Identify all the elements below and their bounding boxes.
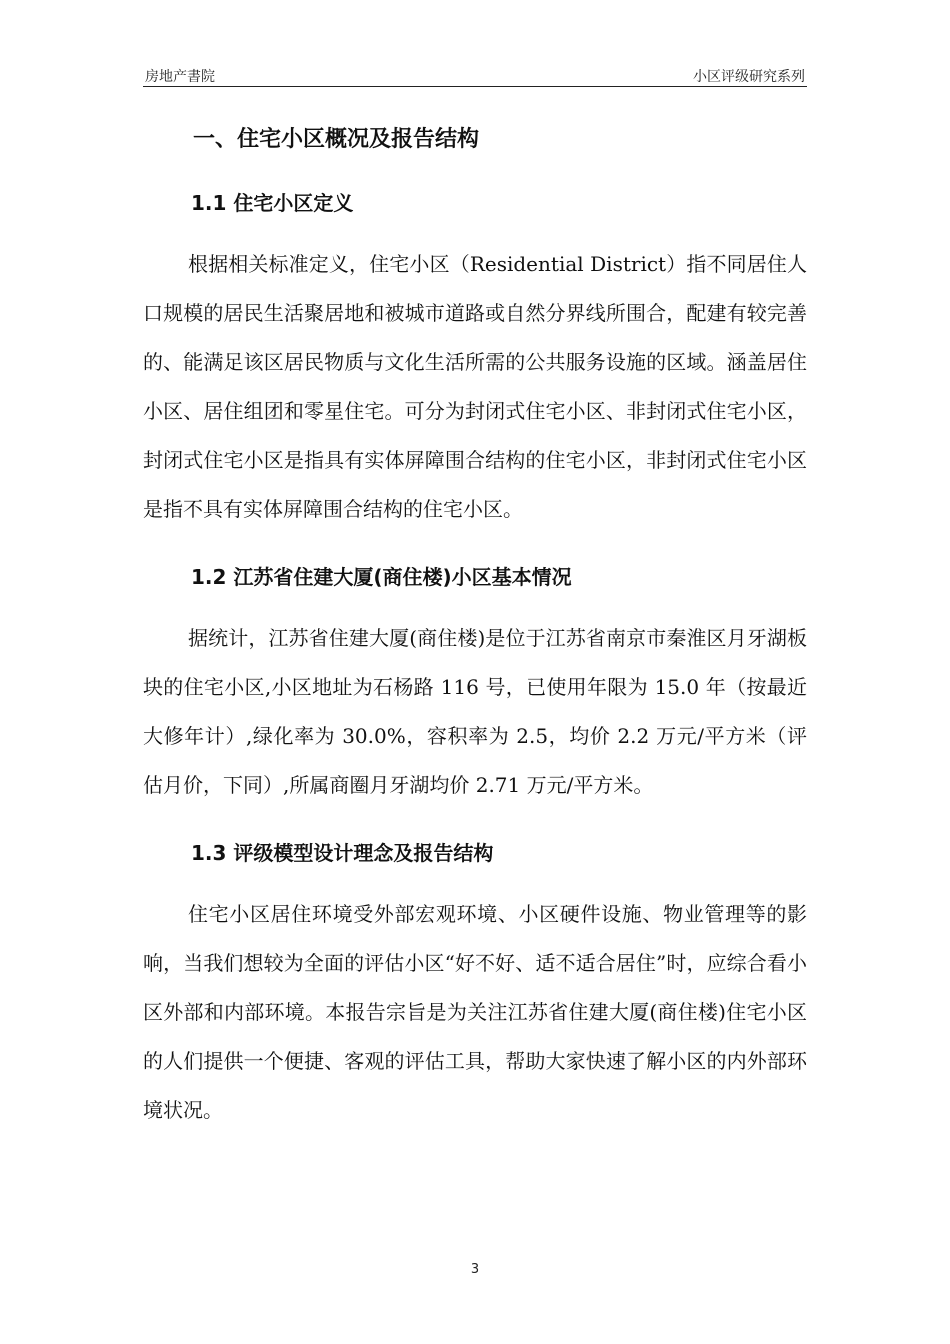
subsection-heading-1-2: 1.2 江苏省住建大厦(商住楼)小区基本情况 bbox=[191, 565, 572, 589]
header-publisher: 房地产書院 bbox=[145, 69, 215, 85]
paragraph-definition: 根据相关标准定义，住宅小区（Residential District）指不同居住人口规模的居民生活聚居地和被城市道路或自然分界线所围合，配建有较完善的、能满足该区居民物质与文化生活所需的公共服务设施的区域。涵盖居住小区、居住组团和零星住宅。可分为封闭式住宅小区、非封闭式住宅小区，封闭式住宅小区是指具有实体屏障围合结构的住宅小区，非封闭式住宅小区是指不具有实体屏障围合结构的住宅小区。 bbox=[143, 252, 807, 521]
header-series-title: 小区评级研究系列 bbox=[693, 69, 805, 85]
page-number: 3 bbox=[470, 1262, 480, 1277]
paragraph-basic-info: 据统计，江苏省住建大厦(商住楼)是位于江苏省南京市秦淮区月牙湖板块的住宅小区,小区地址为石杨路 116 号，已使用年限为 15.0 年（按最近大修年计）,绿化率为 30.0%，容积率为 2.5，均价 2.2 万元/平方米（评估月价，下同）,所属商圈月牙湖均价 2.71 万元/平方米。 bbox=[143, 626, 807, 797]
paragraph-model-design: 住宅小区居住环境受外部宏观环境、小区硬件设施、物业管理等的影响，当我们想较为全面的评估小区“好不好、适不适合居住”时，应综合看小区外部和内部环境。本报告宗旨是为关注江苏省住建大厦(商住楼)住宅小区的人们提供一个便捷、客观的评估工具，帮助大家快速了解小区的内外部环境状况。 bbox=[143, 902, 807, 1122]
section-title: 一、住宅小区概况及报告结构 bbox=[193, 127, 480, 152]
page-header bbox=[143, 62, 807, 87]
subsection-heading-1-3: 1.3 评级模型设计理念及报告结构 bbox=[191, 841, 494, 865]
subsection-heading-1-1: 1.1 住宅小区定义 bbox=[191, 191, 354, 215]
page-content bbox=[143, 112, 807, 1135]
